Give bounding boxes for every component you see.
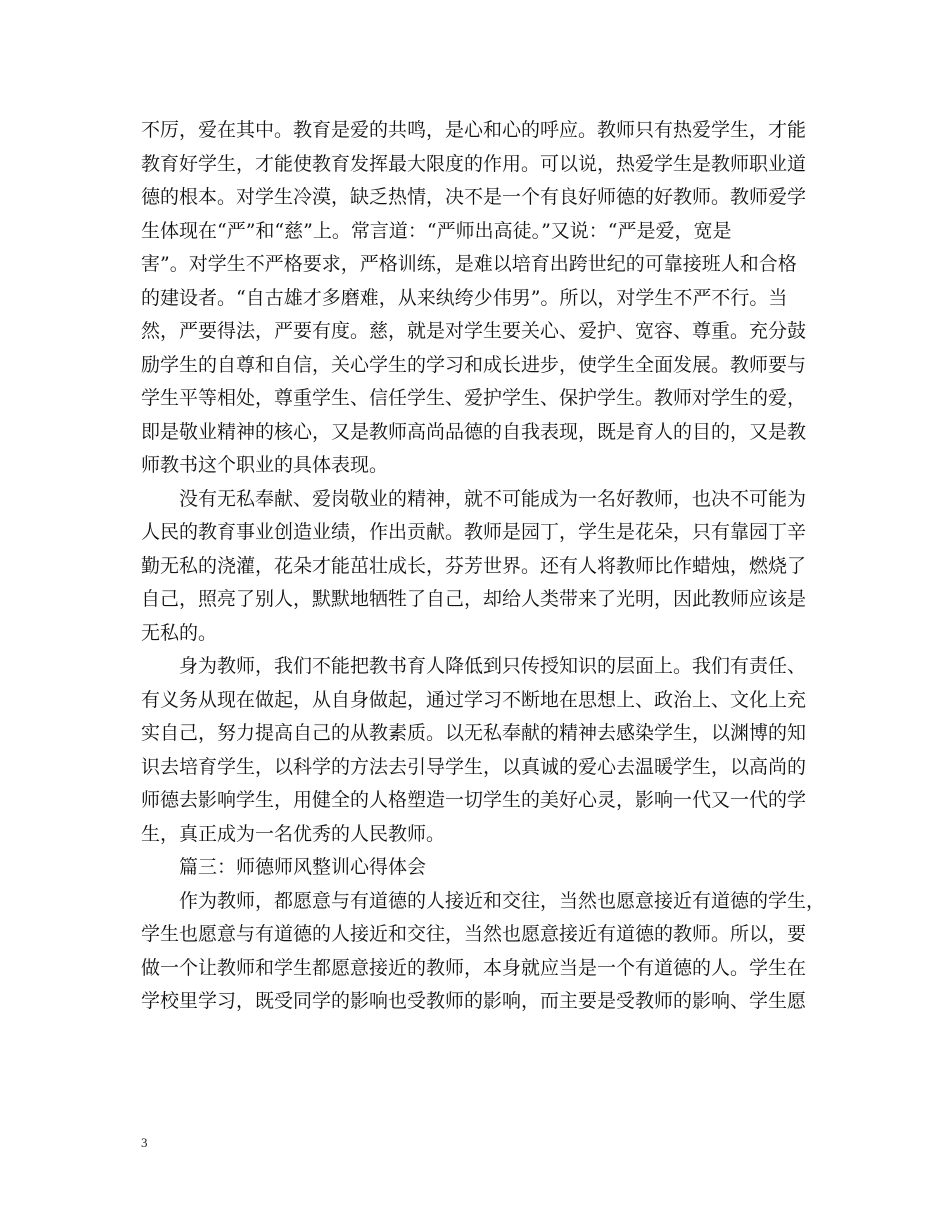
- document-body: [141, 114, 826, 1019]
- text-line: 励学生的自尊和自信，关心学生的学习和成长进步，使学生全面发展。教师要与: [141, 353, 807, 376]
- paragraph-selfless-dedication: [141, 483, 821, 651]
- text-line: 师德去影响学生，用健全的人格塑造一切学生的美好心灵，影响一代又一代的学: [141, 789, 807, 811]
- text-line: 有义务从现在做起，从自身做起，通过学习不断地在思想上、政治上、文化上充: [141, 688, 807, 711]
- text-line: 即是敬业精神的核心，又是教师高尚品德的自我表现，既是育人的目的，又是教: [141, 420, 807, 443]
- text-line: 学生也愿意与有道德的人接近和交往，当然也愿意接近有道德的教师。所以，要: [141, 923, 807, 945]
- text-line: 识去培育学生，以科学的方法去引导学生，以真诚的爱心去温暖学生，以高尚的: [141, 755, 807, 778]
- text-line: 师教书这个职业的具体表现。: [141, 454, 389, 476]
- text-line: 生，真正成为一名优秀的人民教师。: [141, 822, 446, 845]
- text-line: 不厉，爱在其中。教育是爱的共鸣，是心和心的呼应。教师只有热爱学生，才能: [141, 119, 807, 141]
- text-line: 的建设者。“自古雄才多磨难，从来纨绔少伟男”。所以，对学生不严不行。当: [141, 286, 788, 309]
- text-line: 人民的教育事业创造业绩，作出贡献。教师是园丁，学生是花朵，只有靠园丁辛: [141, 521, 807, 543]
- text-line: 生体现在“严”和“慈”上。常言道：“严师出高徒。”又说：“严是爱，宽是: [141, 219, 732, 242]
- text-line: 实自己，努力提高自己的从教素质。以无私奉献的精神去感染学生，以渊博的知: [141, 722, 807, 744]
- section-heading-text: 篇三：师德师风整训心得体会: [141, 856, 427, 878]
- text-line: 教育好学生，才能使教育发挥最大限度的作用。可以说，热爱学生是教师职业道: [141, 152, 807, 175]
- text-line: 害”。对学生不严格要求，严格训练，是难以培育出跨世纪的可靠接班人和合格: [141, 253, 797, 275]
- page-number: 3: [141, 1135, 148, 1150]
- text-line: 学校里学习，既受同学的影响也受教师的影响，而主要是受教师的影响、学生愿: [141, 990, 807, 1012]
- text-line: 作为教师，都愿意与有道德的人接近和交往，当然也愿意接近有道德的学生，: [141, 889, 826, 912]
- text-line: 德的根本。对学生冷漠，缺乏热情，决不是一个有良好师德的好教师。教师爱学: [141, 186, 807, 208]
- text-line: 没有无私奉献、爱岗敬业的精神，就不可能成为一名好教师，也决不可能为: [141, 487, 807, 510]
- text-line: 做一个让教师和学生都愿意接近的教师，本身就应当是一个有道德的人。学生在: [141, 956, 807, 979]
- section-heading-part-three: [141, 851, 821, 885]
- paragraph-teacher-love: [141, 114, 821, 483]
- text-line: 学生平等相处，尊重学生、信任学生、爱护学生、保护学生。教师对学生的爱，: [141, 387, 807, 409]
- paragraph-moral-teacher: [141, 885, 826, 1019]
- text-line: 勤无私的浇灌，花朵才能茁壮成长，芬芳世界。还有人将教师比作蜡烛，燃烧了: [141, 554, 807, 577]
- text-line: 身为教师，我们不能把教书育人降低到只传授知识的层面上。我们有责任、: [141, 655, 807, 677]
- text-line: 自己，照亮了别人，默默地牺牲了自己，却给人类带来了光明，因此教师应该是: [141, 588, 807, 610]
- text-line: 然，严要得法，严要有度。慈，就是对学生要关心、爱护、宽容、尊重。充分鼓: [141, 320, 807, 342]
- paragraph-responsibility: [141, 650, 821, 851]
- text-line: 无私的。: [141, 621, 218, 644]
